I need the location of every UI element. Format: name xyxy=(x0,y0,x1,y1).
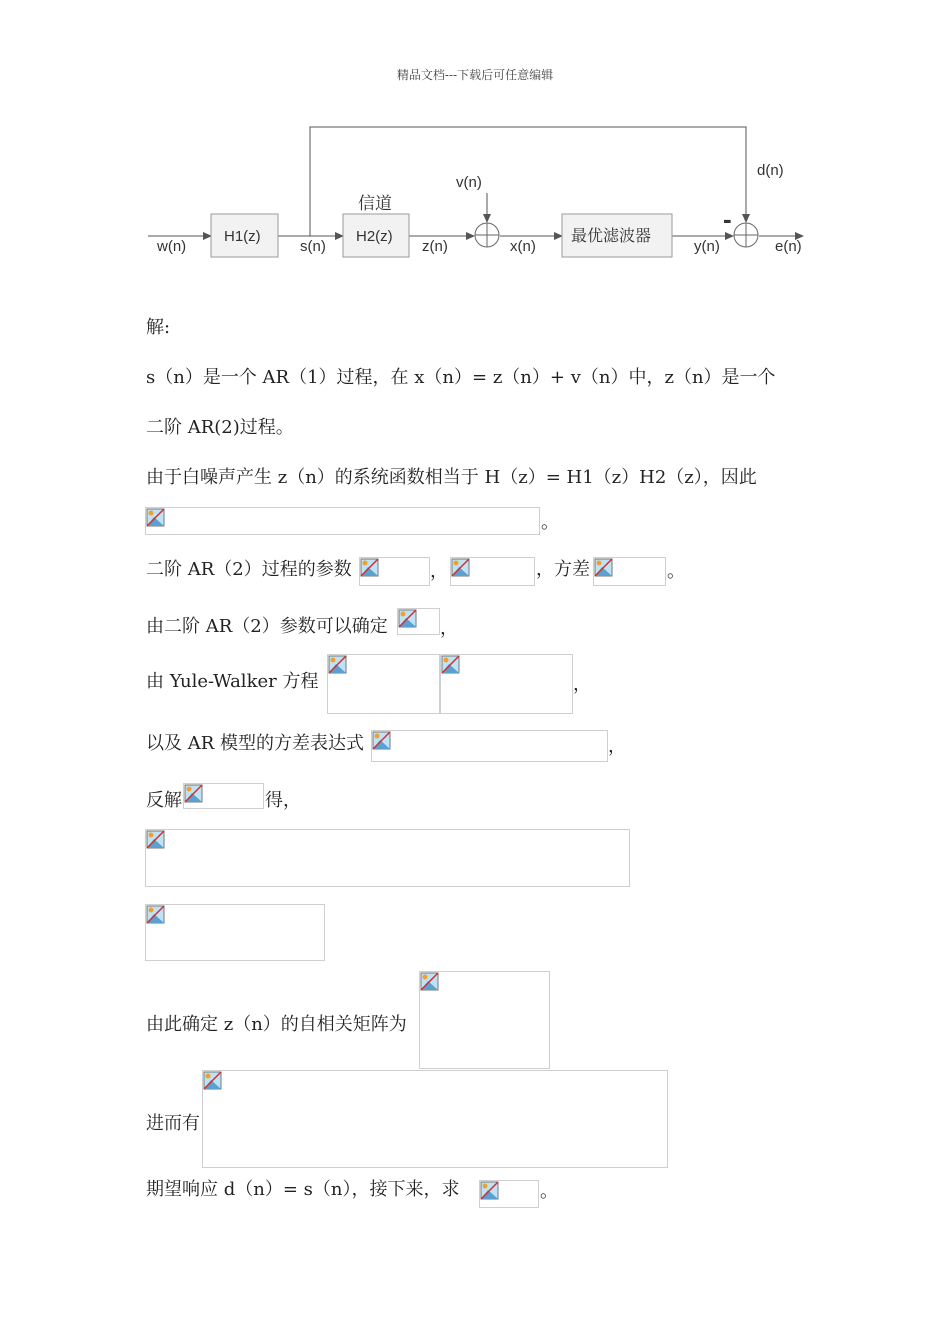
paragraph-system-function: 由于白噪声产生 z（n）的系统函数相当于 H（z）= H1（z）H2（z），因此 xyxy=(146,467,757,488)
formula-image xyxy=(593,557,666,586)
broken-image-icon xyxy=(594,558,613,577)
obtain-text: 得， xyxy=(265,790,301,811)
formula-image xyxy=(183,783,264,809)
autocorrelation-text: 由此确定 z（n）的自相关矩阵为 xyxy=(146,1014,407,1035)
comma: ， xyxy=(573,674,591,695)
comma: ， xyxy=(608,736,626,757)
broken-image-icon xyxy=(184,784,203,803)
formula-image xyxy=(145,507,540,535)
ar-variance-text: 以及 AR 模型的方差表达式 xyxy=(146,733,364,754)
broken-image-icon xyxy=(441,655,460,674)
inverse-solve-text: 反解 xyxy=(146,790,182,811)
broken-image-icon xyxy=(146,830,165,849)
determine-text: 由二阶 AR（2）参数可以确定 xyxy=(146,616,388,637)
variance-text: ，方差 xyxy=(536,559,590,580)
broken-image-icon xyxy=(203,1071,222,1090)
adder-node xyxy=(475,223,499,247)
label-filter: 最优滤波器 xyxy=(571,226,652,245)
label-y: y(n) xyxy=(694,238,720,255)
period: 。 xyxy=(541,512,559,533)
formula-image xyxy=(371,730,608,762)
ar2-params-text: 二阶 AR（2）过程的参数 xyxy=(146,559,352,580)
label-x: x(n) xyxy=(510,238,536,255)
formula-image xyxy=(327,654,440,714)
broken-image-icon xyxy=(328,655,347,674)
label-s: s(n) xyxy=(300,238,326,255)
formula-image xyxy=(479,1180,539,1208)
solution-heading: 解: xyxy=(146,317,171,338)
label-channel: 信道 xyxy=(358,194,392,214)
period: 。 xyxy=(540,1181,558,1202)
formula-image xyxy=(202,1070,668,1168)
broken-image-icon xyxy=(451,558,470,577)
broken-image-icon xyxy=(372,731,391,750)
formula-image xyxy=(450,557,535,586)
label-h2: H2(z) xyxy=(356,228,393,245)
label-d: d(n) xyxy=(757,162,784,179)
broken-image-icon xyxy=(420,972,439,991)
subtractor-node xyxy=(734,223,758,247)
broken-image-icon xyxy=(360,558,379,577)
broken-image-icon xyxy=(480,1181,499,1200)
page-header: 精品文档---下载后可任意编辑 xyxy=(396,68,554,82)
broken-image-icon xyxy=(146,905,165,924)
paragraph-ar1: s（n）是一个 AR（1）过程，在 x（n）= z（n）+ v（n）中，z（n）是一个 xyxy=(146,367,776,388)
formula-image xyxy=(397,608,440,635)
comma: ， xyxy=(440,618,458,639)
yule-walker-text: 由 Yule-Walker 方程 xyxy=(146,671,319,692)
label-minus: - xyxy=(723,204,732,234)
label-h1: H1(z) xyxy=(224,228,261,245)
period: 。 xyxy=(667,561,685,582)
formula-image xyxy=(419,971,550,1069)
comma: ， xyxy=(430,561,448,582)
broken-image-icon xyxy=(398,609,417,628)
label-z: z(n) xyxy=(422,238,448,255)
hence-text: 进而有 xyxy=(146,1113,200,1134)
block-diagram xyxy=(0,110,950,280)
formula-image xyxy=(145,829,630,887)
paragraph-ar2: 二阶 AR(2)过程。 xyxy=(146,417,294,438)
formula-image xyxy=(145,904,325,961)
broken-image-icon xyxy=(146,508,165,527)
formula-image xyxy=(440,654,573,714)
label-w: w(n) xyxy=(157,238,187,255)
label-e: e(n) xyxy=(775,238,802,255)
formula-image xyxy=(359,557,430,586)
desired-response-text: 期望响应 d（n）= s（n），接下来，求 xyxy=(146,1179,460,1200)
label-v: v(n) xyxy=(456,174,482,191)
